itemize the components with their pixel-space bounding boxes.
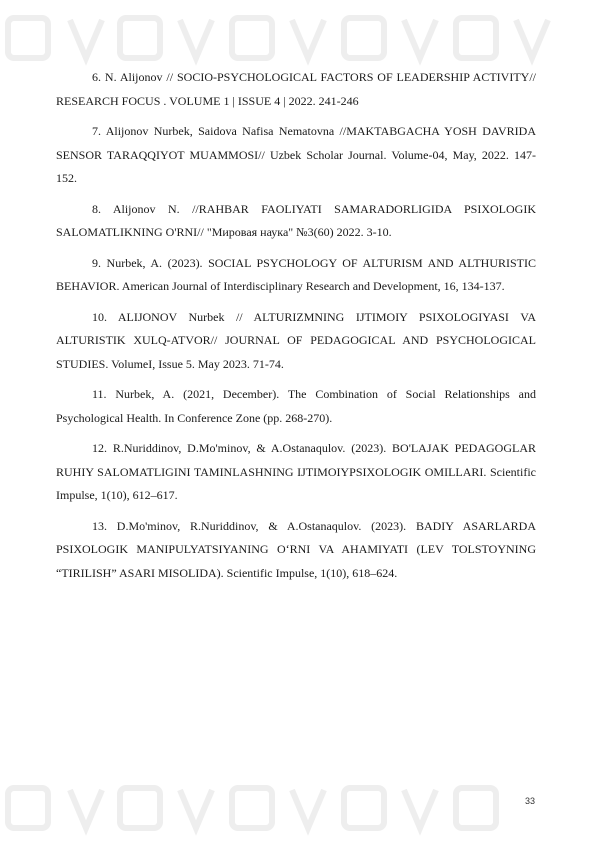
reference-entry-10: 10. ALIJONOV Nurbek // ALTURIZMNING IJTIMOIY PSIXOLOGIYASI VA ALTURISTIK XULQ-ATVOR// JOURNAL OF PEDAGOGICAL AND PSYCHOLOGICAL STUDIES. VolumeI, Issue 5. May 2023. 71-74. [56,309,536,371]
page-number: 33 [524,796,535,806]
reference-entry-8: 8. Alijonov N. //RAHBAR FAOLIYATI SAMARADORLIGIDA PSIXOLOGIK SALOMATLIKNING O'RNI// "Мировая наука" №3(60) 2022. 3-10. [56,201,536,239]
reference-entry-6: 6. N. Alijonov // SOCIO-PSYCHOLOGICAL FACTORS OF LEADERSHIP ACTIVITY// RESEARCH FOCUS . VOLUME 1 | ISSUE 4 | 2022. 241-246 [56,70,536,108]
reference-entry-11: 11. Nurbek, A. (2021, December). The Combination of Social Relationships and Psychological Health. In Conference Zone (pp. 268-270). [56,387,536,425]
references-list [56,66,536,592]
reference-entry-7: 7. Alijonov Nurbek, Saidova Nafisa Nematovna //MAKTABGACHA YOSH DAVRIDA SENSOR TARAQQIYOT MUAMMOSI// Uzbek Scholar Journal. Volume-04, May, 2022. 147-152. [56,124,536,185]
reference-entry-12: 12. R.Nuriddinov, D.Mo'minov, & A.Ostanaqulov. (2023). BO'LAJAK PEDAGOGLAR RUHIY SALOMATLIGINI TAMINLASHNING IJTIMOIYPSIXOLOGIK OMILLARI. Scientific Impulse, 1(10), 612–617. [56,441,536,502]
reference-entry-9: 9. Nurbek, A. (2023). SOCIAL PSYCHOLOGY OF ALTURISM AND ALTHURISTIC BEHAVIOR. American Journal of Interdisciplinary Research and Development, 16, 134-137. [56,255,536,293]
reference-entry-13: 13. D.Mo'minov, R.Nuriddinov, & A.Ostanaqulov. (2023). BADIY ASARLARDA PSIXOLOGIK MANIPULYATSIYANING O‘RNI VA AHAMIYATI (LEV TOLSTOYNING “TIRILISH” ASARI MISOLIDA). Scientific Impulse, 1(10), 618–624. [56,518,536,580]
